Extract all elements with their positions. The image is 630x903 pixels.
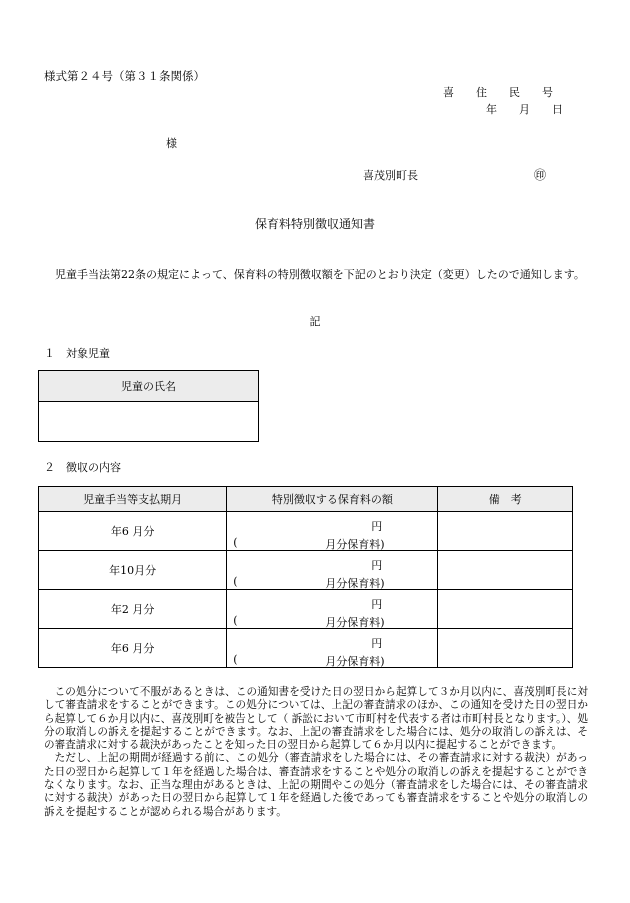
period-cell: 年6 月分 (39, 629, 227, 668)
yen-unit: 円 (371, 520, 383, 533)
period-header: 児童手当等支払期月 (39, 487, 227, 512)
seal-mark: ㊞ (534, 168, 547, 182)
amount-cell (227, 512, 437, 550)
header-date: 年月日 (486, 103, 585, 116)
issuer-title: 喜茂別町長 (363, 169, 418, 182)
period-cell: 年10月分 (39, 551, 227, 590)
remarks-cell (438, 629, 573, 668)
section2-heading: ２ 徴収の内容 (44, 461, 121, 474)
open-paren: ( (233, 614, 238, 627)
amount-header: 特別徴収する保育料の額 (227, 487, 438, 512)
yen-unit: 円 (371, 598, 383, 611)
section1-heading: １ 対象児童 (44, 347, 110, 360)
open-paren: ( (233, 536, 238, 549)
amount-cell (227, 629, 437, 667)
remarks-header: 備 考 (438, 487, 573, 512)
open-paren: ( (233, 575, 238, 588)
body-text: 児童手当法第22条の規定によって、保育料の特別徴収額を下記のとおり決定（変更）したので通知します。 (55, 268, 585, 281)
table-row (39, 629, 573, 668)
yen-unit: 円 (371, 637, 383, 650)
fee-month-label: 月分保育料) (325, 538, 385, 551)
table-row (39, 551, 573, 590)
amount-cell (227, 590, 437, 628)
child-name-header: 児童の氏名 (39, 371, 259, 402)
amount-cell (227, 551, 437, 589)
header-reference-number: 喜住民号 (443, 86, 575, 99)
table-row (39, 512, 573, 551)
period-cell: 年2 月分 (39, 590, 227, 629)
ki-label: 記 (309, 315, 321, 328)
collection-table (38, 486, 573, 668)
form-number: 様式第２４号（第３１条関係） (44, 69, 205, 83)
addressee-suffix: 様 (166, 137, 177, 150)
fee-month-label: 月分保育料) (325, 655, 385, 668)
appeal-notice (44, 686, 588, 819)
appeal-notice-paragraph-2: ただし、上記の期間が経過する前に、この処分（審査請求をした場合には、その審査請求に対する裁決）があった日の翌日から起算して１年を経過した場合は、審査請求をすることや処分の取消しの訴えを提起することができなくなります。なお、正当な理由があるときは、上記の期間やこの処分（審査請求をした場合には、その審査請求に対する裁決）があった日の翌日から起算して１年を経過した後であっても審査請求をすることや処分の取消しの訴えを提起することが認められる場合があります。 (44, 752, 588, 818)
table-row (39, 590, 573, 629)
fee-month-label: 月分保育料) (325, 577, 385, 590)
child-name-cell (39, 402, 259, 442)
fee-month-label: 月分保育料) (325, 616, 385, 629)
remarks-cell (438, 590, 573, 629)
period-cell: 年6 月分 (39, 512, 227, 551)
open-paren: ( (233, 653, 238, 666)
document-title: 保育料特別徴収通知書 (254, 217, 375, 231)
remarks-cell (438, 512, 573, 551)
remarks-cell (438, 551, 573, 590)
child-name-table (38, 370, 259, 442)
appeal-notice-paragraph-1: この処分について不服があるときは、この通知書を受けた日の翌日から起算して３か月以内に、喜茂別町長に対して審査請求をすることができます。この処分については、上記の審査請求のほか、この通知を受けた日の翌日から起算して６か月以内に、喜茂別町を被告として（ 訴訟において市町村を代表する者は市町村長となります。）、処分の取消しの訴えを提起することができます。なお、上記の審査請求をした場合には、処分の取消しの訴えは、その審査請求に対する裁決があったことを知った日の翌日から起算して６か月以内に提起することができます。 (44, 686, 588, 752)
yen-unit: 円 (371, 559, 383, 572)
